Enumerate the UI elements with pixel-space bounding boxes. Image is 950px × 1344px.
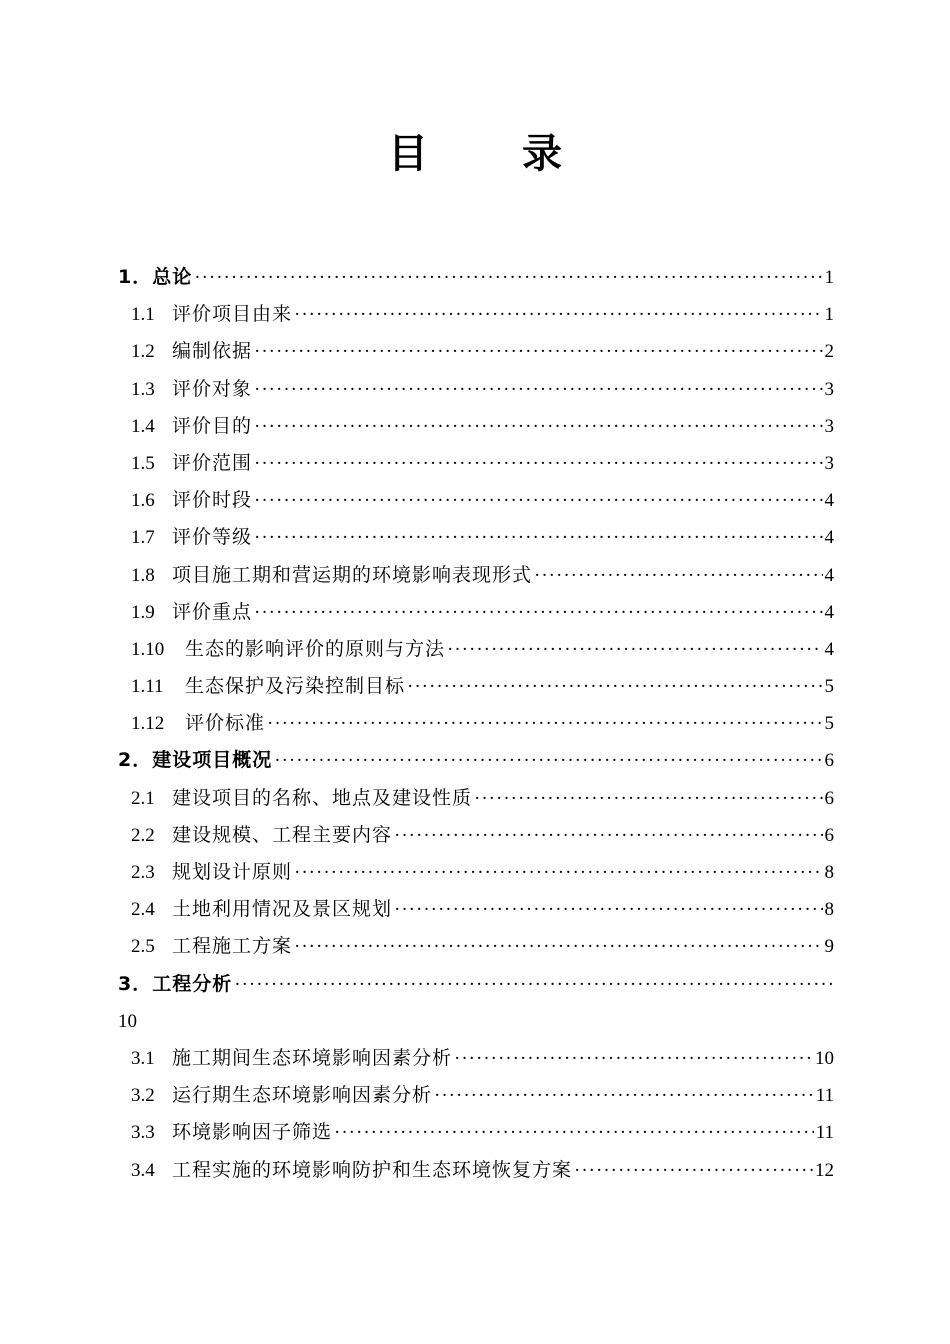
page-title: 目 录 [388, 131, 602, 177]
toc-entry-number: 1.1 [131, 304, 155, 326]
toc-entry-page: 2 [824, 341, 834, 363]
toc-entry-page: 6 [824, 824, 834, 846]
toc-entry-label: 规划设计原则 [172, 861, 293, 883]
toc-entry-label: 评价等级 [172, 526, 253, 549]
toc-entry-number: 1.2 [131, 341, 155, 363]
toc-entry-2-4[interactable] [118, 891, 834, 928]
toc-entry-page: 3 [824, 378, 834, 400]
toc-entry-1-9[interactable] [118, 594, 834, 631]
toc-entry-page: 4 [824, 601, 834, 623]
toc-entry-label: 总论 [152, 266, 193, 288]
toc-entry-label: 工程实施的环境影响防护和生态环境恢复方案 [172, 1158, 573, 1181]
toc-entry-page: 4 [824, 490, 834, 512]
toc-entry-label: 生态保护及污染控制目标 [185, 675, 406, 698]
toc-entry-page: 11 [815, 1085, 834, 1107]
toc-entry-label: 编制依据 [172, 340, 253, 363]
toc-entry-label: 评价项目由来 [172, 303, 293, 326]
toc-entry-1[interactable] [118, 259, 834, 296]
toc-entry-page: 3 [824, 415, 834, 437]
toc-entry-number: 1.5 [131, 452, 155, 474]
toc-entry-page: 8 [824, 862, 834, 883]
dot-leader [294, 854, 822, 891]
toc-entry-number: 2.1 [131, 787, 155, 809]
toc-entry-number: 1.7 [131, 527, 155, 549]
toc-entry-page: 5 [824, 713, 834, 735]
toc-entry-1-10[interactable] [118, 631, 834, 668]
dot-leader [474, 780, 822, 817]
toc-entry-3[interactable] [118, 966, 834, 1003]
toc-entry-label: 评价标准 [185, 712, 266, 735]
toc-entry-number: 3.2 [131, 1085, 155, 1107]
toc-entry-1-1[interactable] [118, 296, 834, 333]
toc-entry-number: 1.10 [131, 638, 165, 660]
toc-entry-1-4[interactable] [118, 408, 834, 445]
toc-entry-label: 评价目的 [172, 414, 253, 437]
toc-entry-2-2[interactable] [118, 817, 834, 854]
toc-entry-label: 工程分析 [152, 972, 233, 995]
toc-entry-1-8[interactable] [118, 557, 834, 594]
toc-entry-label: 建设规模、工程主要内容 [172, 823, 393, 846]
toc-entry-number: 1.8 [131, 564, 155, 586]
toc-entry-page: 4 [824, 564, 834, 586]
toc-entry-number: 1． [118, 266, 153, 288]
dot-leader [254, 519, 822, 556]
toc-entry-label: 评价时段 [172, 489, 253, 512]
toc-entry-3-2[interactable] [118, 1077, 834, 1114]
toc-entry-2[interactable] [118, 742, 834, 779]
toc-entry-page: 12 [815, 1159, 834, 1181]
toc-entry-1-7[interactable] [118, 519, 834, 556]
toc-entry-number: 1.3 [131, 378, 155, 400]
toc-entry-1-3[interactable] [118, 371, 834, 408]
toc-entry-number: 2.5 [131, 936, 155, 958]
toc-entry-number: 3． [118, 972, 153, 995]
toc-entry-page: 6 [824, 750, 834, 772]
toc-entry-3-4[interactable] [118, 1152, 834, 1189]
toc-entry-number: 2.3 [131, 862, 155, 883]
dot-leader [407, 668, 822, 705]
toc-entry-2-5[interactable] [118, 928, 834, 965]
toc-entry-label: 建设项目的名称、地点及建设性质 [172, 786, 473, 809]
toc-entry-1-11[interactable] [118, 668, 834, 705]
toc-entry-number: 1.12 [131, 713, 165, 735]
toc-entry-label: 评价对象 [172, 377, 253, 400]
toc-entry-label: 项目施工期和营运期的环境影响表现形式 [172, 563, 533, 586]
dot-leader [194, 259, 822, 296]
toc-entry-label: 运行期生态环境影响因素分析 [172, 1084, 433, 1107]
dot-leader [394, 891, 822, 928]
toc-entry-label: 评价范围 [172, 451, 253, 474]
dot-leader [254, 408, 822, 445]
toc-entry-number: 1.9 [131, 601, 155, 623]
toc-entry-label: 环境影响因子筛选 [172, 1121, 333, 1144]
toc-entry-label: 施工期间生态环境影响因素分析 [172, 1046, 453, 1069]
dot-leader [254, 445, 822, 482]
dot-leader [267, 705, 822, 742]
toc-entry-number: 2． [118, 749, 153, 772]
dot-leader [394, 817, 822, 854]
toc-entry-page: 10 [118, 1010, 137, 1032]
toc-entry-number: 3.4 [131, 1159, 155, 1181]
dot-leader [234, 966, 834, 1003]
toc-entry-page: 3 [824, 452, 834, 474]
toc-entry-page: 1 [824, 267, 834, 288]
dot-leader [334, 1114, 814, 1151]
dot-leader [294, 296, 822, 333]
toc-entry-label: 建设项目概况 [152, 749, 273, 772]
toc-entry-number: 2.2 [131, 824, 155, 846]
toc-entry-3-3[interactable] [118, 1114, 834, 1151]
toc-entry-number: 3.1 [131, 1047, 155, 1069]
dot-leader [254, 594, 822, 631]
toc-entry-label: 土地利用情况及景区规划 [172, 898, 393, 921]
dot-leader [534, 557, 822, 594]
dot-leader [254, 371, 822, 408]
toc-entry-number: 1.6 [131, 490, 155, 512]
dot-leader [447, 631, 822, 668]
toc-entry-page: 6 [824, 787, 834, 809]
toc-entry-1-2[interactable] [118, 333, 834, 370]
toc-entry-1-12[interactable] [118, 705, 834, 742]
toc-entry-page: 4 [824, 527, 834, 549]
toc-entry-3-1[interactable] [118, 1040, 834, 1077]
toc-entry-page: 8 [824, 899, 834, 921]
toc-entry-1-6[interactable] [118, 482, 834, 519]
toc-entry-number: 2.4 [131, 899, 155, 921]
dot-leader [254, 333, 822, 370]
toc-entry-page: 9 [824, 936, 834, 958]
toc-entry-page: 4 [824, 638, 834, 660]
table-of-contents [118, 259, 834, 1189]
toc-entry-page: 11 [815, 1122, 834, 1144]
dot-leader [454, 1040, 813, 1077]
toc-entry-label: 评价重点 [172, 600, 253, 623]
toc-entry-number: 3.3 [131, 1122, 155, 1144]
toc-entry-2-1[interactable] [118, 780, 834, 817]
toc-entry-number: 1.4 [131, 415, 155, 437]
toc-entry-page: 5 [824, 676, 834, 698]
toc-entry-label: 生态的影响评价的原则与方法 [185, 637, 446, 660]
dot-leader [294, 928, 822, 965]
dot-leader [574, 1152, 813, 1189]
toc-entry-page: 10 [815, 1047, 834, 1069]
toc-entry-label: 工程施工方案 [172, 935, 293, 958]
toc-entry-page: 1 [824, 304, 834, 326]
toc-entry-1-5[interactable] [118, 445, 834, 482]
toc-entry-2-3[interactable] [118, 854, 834, 891]
dot-leader [434, 1077, 814, 1114]
dot-leader [274, 742, 822, 779]
dot-leader [254, 482, 822, 519]
toc-entry-number: 1.11 [131, 676, 164, 698]
